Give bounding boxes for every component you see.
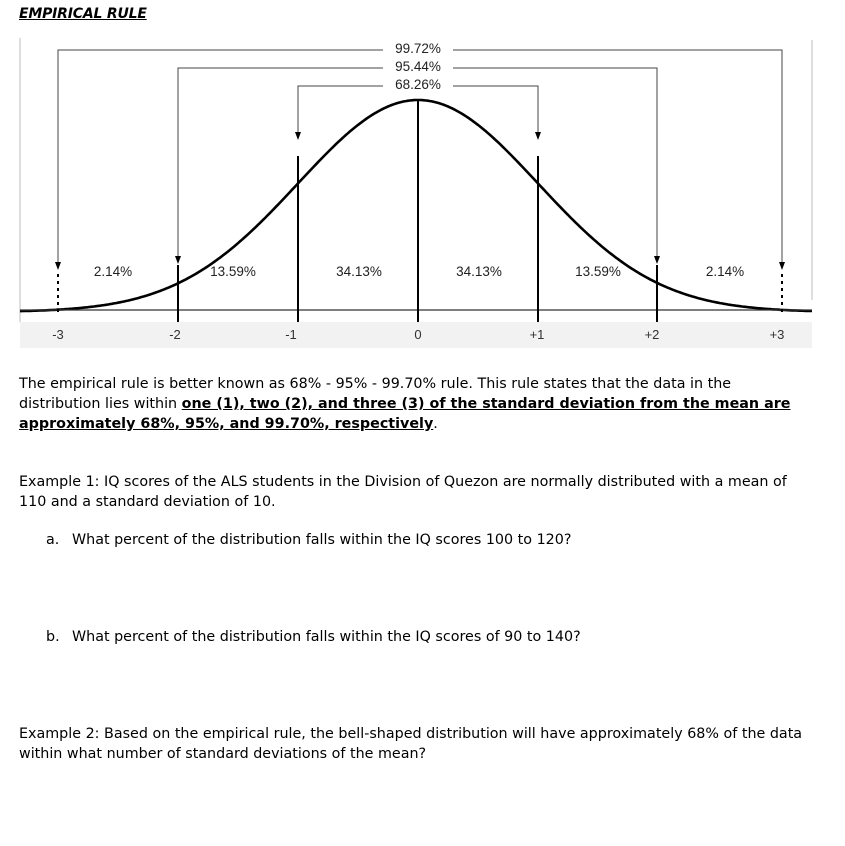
bracket-99-left	[58, 50, 383, 264]
intro-emphasis: one (1), two (2), and three (3) of the standard deviation from the mean are approximately 68%, 95%, and 99.70%, respectively	[19, 396, 791, 432]
intro-paragraph	[19, 374, 814, 434]
region-percent: 2.14%	[93, 264, 133, 279]
region-percent: 34.13%	[336, 264, 382, 279]
intro-text: The empirical rule is better known as 68% - 95% - 99.70% rule. This rule states that the data in the distribution lies within	[19, 376, 732, 412]
region-percent: 13.59%	[210, 264, 256, 279]
example-2-text: Example 2: Based on the empirical rule, the bell-shaped distribution will have approximately 68% of the data within what number of standard deviations of the mean?	[19, 726, 803, 762]
arrow-95-right	[654, 256, 660, 264]
sd-tick-label: +1	[529, 327, 545, 342]
range-label-99: 99.72%	[395, 41, 441, 56]
example-1-item-b	[46, 627, 581, 647]
region-percent: 2.14%	[705, 264, 745, 279]
example-1-text: Example 1: IQ scores of the ALS students in the Division of Quezon are normally distributed with a mean of 110 and a standard deviation of 10.	[19, 474, 787, 510]
example-1-item-a	[46, 530, 571, 550]
arrow-68-left	[295, 132, 301, 140]
bracket-68-right	[453, 86, 538, 134]
bracket-99-right	[453, 50, 782, 264]
sd-tick-label: -1	[285, 327, 297, 342]
arrow-99-right	[779, 262, 785, 270]
sd-tick-label: -2	[169, 327, 181, 342]
item-text: What percent of the distribution falls within the IQ scores of 90 to 140?	[72, 629, 581, 645]
arrow-68-right	[535, 132, 541, 140]
range-label-68: 68.26%	[395, 77, 441, 92]
item-label: a.	[46, 532, 60, 548]
sd-tick-label: -3	[52, 327, 64, 342]
bell-curve	[20, 100, 812, 311]
sd-tick-label: +3	[769, 327, 785, 342]
region-percent: 34.13%	[456, 264, 502, 279]
sd-tick-label: +2	[644, 327, 660, 342]
arrow-99-left	[55, 262, 61, 270]
intro-end: .	[433, 416, 438, 432]
range-label-95: 95.44%	[395, 59, 441, 74]
bracket-68-left	[298, 86, 383, 134]
item-label: b.	[46, 629, 60, 645]
item-text: What percent of the distribution falls within the IQ scores 100 to 120?	[72, 532, 572, 548]
sd-tick-label: 0	[414, 327, 422, 342]
arrow-95-left	[175, 256, 181, 264]
region-percent: 13.59%	[575, 264, 621, 279]
page-heading: EMPIRICAL RULE	[19, 6, 147, 22]
bracket-95-left	[178, 68, 383, 258]
empirical-rule-diagram	[0, 0, 845, 350]
bracket-95-right	[453, 68, 657, 258]
